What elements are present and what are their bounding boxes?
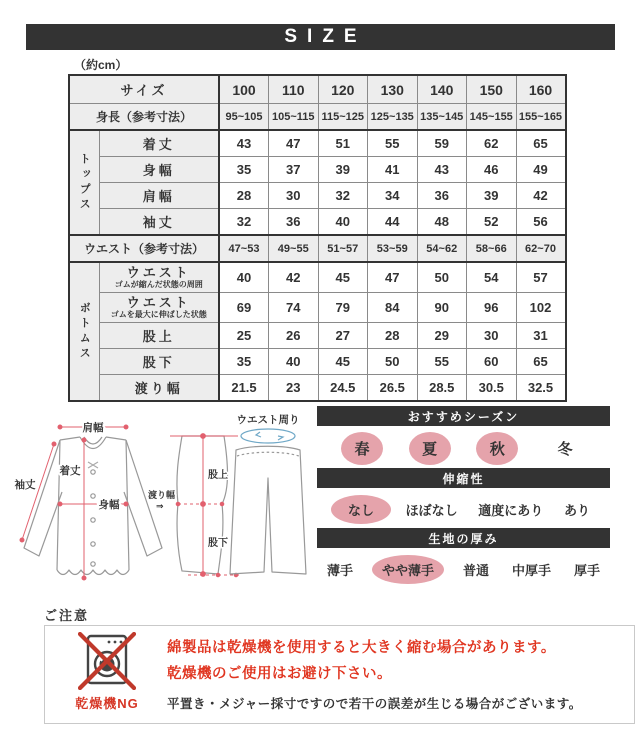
size-cell: 79 (318, 293, 368, 323)
size-cell: 26.5 (368, 375, 418, 402)
option-season: 冬 (557, 440, 573, 458)
notice-line-2: 乾燥機のご使用はお避け下さい。 (167, 666, 392, 682)
option-stretch-active: なし (331, 495, 391, 524)
table-row (69, 323, 566, 349)
row-label: 股上 (99, 323, 219, 349)
option-stretch: ほぼなし (405, 502, 458, 518)
row-label: 身幅 (99, 157, 219, 183)
notice-line-1: 綿製品は乾燥機を使用すると大きく縮む場合があります。 (167, 640, 556, 656)
arrow-right-icon: ⇒ (156, 501, 164, 511)
size-cell: 47 (368, 262, 418, 293)
panel-options-fabric (317, 554, 610, 584)
row-label: 着丈 (99, 130, 219, 157)
size-cell: 53~59 (368, 235, 418, 262)
row-label-main: ウエスト (126, 264, 191, 280)
size-cell: 39 (467, 183, 517, 209)
size-cell: 35 (219, 157, 269, 183)
size-cell: 54 (467, 262, 517, 293)
size-cell: 30 (269, 183, 319, 209)
size-cell: 55 (417, 349, 467, 375)
size-cell: 43 (417, 157, 467, 183)
size-cell: 32 (219, 209, 269, 236)
size-cell: 49~55 (269, 235, 319, 262)
size-cell: 65 (516, 130, 566, 157)
row-label: 袖丈 (99, 209, 219, 236)
size-cell: 24.5 (318, 375, 368, 402)
size-cell: 62 (467, 130, 517, 157)
table-row (69, 235, 566, 262)
pants-front-diagram (224, 412, 312, 584)
option-season-active: 秋 (476, 432, 518, 465)
notice-box (44, 625, 635, 724)
size-cell: 25 (219, 323, 269, 349)
size-cell: 105~115 (269, 104, 319, 131)
option-fabric: 中厚手 (511, 562, 551, 578)
size-cell: 42 (269, 262, 319, 293)
row-label (99, 262, 219, 293)
size-cell: 60 (467, 349, 517, 375)
panel-bar-season (317, 406, 610, 426)
table-row (69, 183, 566, 209)
table-row (69, 157, 566, 183)
label-inseam: 股下 (208, 538, 228, 549)
size-cell: 28 (368, 323, 418, 349)
size-cell: 145~155 (467, 104, 517, 131)
size-column-header: 140 (417, 75, 467, 104)
notice-line-3: 平置き・メジャー採寸ですので若干の誤差が生じる場合がございます。 (167, 697, 582, 711)
panel-title-stretch: 伸縮性 (442, 471, 485, 486)
table-row (69, 209, 566, 236)
size-cell: 28.5 (417, 375, 467, 402)
option-fabric: 普通 (462, 562, 489, 578)
size-cell: 46 (467, 157, 517, 183)
waist-rotation-icon (241, 429, 295, 443)
size-cell: 52 (467, 209, 517, 236)
size-cell: 44 (368, 209, 418, 236)
panel-options-season (317, 431, 610, 465)
size-cell: 48 (417, 209, 467, 236)
size-cell: 84 (368, 293, 418, 323)
size-cell: 27 (318, 323, 368, 349)
size-cell: 49 (516, 157, 566, 183)
size-cell: 34 (368, 183, 418, 209)
size-header-bar (26, 24, 615, 50)
pajama-top-diagram (12, 408, 164, 590)
size-cell: 36 (269, 209, 319, 236)
size-cell: 26 (269, 323, 319, 349)
size-cell: 30.5 (467, 375, 517, 402)
size-column-header: 120 (318, 75, 368, 104)
size-cell: 31 (516, 323, 566, 349)
size-cell: 28 (219, 183, 269, 209)
size-cell: 30 (467, 323, 517, 349)
size-cell: 50 (417, 262, 467, 293)
size-cell: 47~53 (219, 235, 269, 262)
size-cell: 96 (467, 293, 517, 323)
size-cell: 23 (269, 375, 319, 402)
size-cell: 45 (318, 349, 368, 375)
label-waist-around: ウエスト周り (236, 414, 300, 426)
dryer-ng-icon (78, 632, 136, 690)
size-cell: 51~57 (318, 235, 368, 262)
size-cell: 37 (269, 157, 319, 183)
page-title: SIZE (284, 26, 367, 47)
size-cell: 54~62 (417, 235, 467, 262)
size-cell: 65 (516, 349, 566, 375)
dryer-ng-block (65, 632, 149, 712)
size-cell: 125~135 (368, 104, 418, 131)
size-cell: 32.5 (516, 375, 566, 402)
row-label: 肩幅 (99, 183, 219, 209)
unit-note: （約cm） (74, 58, 128, 72)
size-column-header: 150 (467, 75, 517, 104)
size-cell: 62~70 (516, 235, 566, 262)
table-row (69, 104, 566, 131)
label-shoulder-width: 肩幅 (82, 422, 104, 434)
size-column-header: 100 (219, 75, 269, 104)
group-label: トップス (69, 130, 99, 235)
panel-bar-fabric (317, 528, 610, 548)
label-rise: 股上 (208, 470, 228, 481)
dryer-ng-label: 乾燥機NG (75, 696, 139, 711)
size-cell: 29 (417, 323, 467, 349)
panel-bar-stretch (317, 468, 610, 488)
size-cell: 59 (417, 130, 467, 157)
size-cell: 155~165 (516, 104, 566, 131)
panel-title-fabric: 生地の厚み (428, 531, 499, 546)
table-row (69, 375, 566, 402)
size-row-label: サイズ (69, 75, 219, 104)
label-thigh-width: 渡り幅 (148, 490, 176, 500)
label-body-width: 身幅 (98, 499, 120, 511)
size-cell: 50 (368, 349, 418, 375)
option-stretch: あり (563, 502, 590, 518)
label-sleeve-length: 袖丈 (14, 479, 36, 491)
size-cell: 58~66 (467, 235, 517, 262)
table-row (69, 130, 566, 157)
table-row (69, 293, 566, 323)
size-cell: 35 (219, 349, 269, 375)
size-cell: 41 (368, 157, 418, 183)
size-column-header: 110 (269, 75, 319, 104)
size-cell: 57 (516, 262, 566, 293)
size-cell: 95~105 (219, 104, 269, 131)
size-cell: 90 (417, 293, 467, 323)
size-table-body (69, 75, 566, 401)
size-cell: 102 (516, 293, 566, 323)
notice-heading: ご注意 (44, 608, 90, 623)
size-cell: 115~125 (318, 104, 368, 131)
size-column-header: 130 (368, 75, 418, 104)
row-label: 渡り幅 (99, 375, 219, 402)
size-cell: 42 (516, 183, 566, 209)
table-row (69, 349, 566, 375)
size-cell: 47 (269, 130, 319, 157)
size-cell: 56 (516, 209, 566, 236)
row-label-main: ウエスト (126, 294, 191, 310)
size-cell: 51 (318, 130, 368, 157)
row-label: 身長（参考寸法） (69, 104, 219, 131)
size-cell: 40 (219, 262, 269, 293)
size-cell: 135~145 (417, 104, 467, 131)
option-fabric: 薄手 (327, 562, 354, 578)
option-stretch: 適度にあり (478, 502, 544, 518)
label-body-length: 着丈 (59, 465, 81, 477)
row-label (99, 293, 219, 323)
row-label-sub: ゴムを最大に伸ばした状態 (110, 310, 207, 320)
size-cell: 36 (417, 183, 467, 209)
size-cell: 43 (219, 130, 269, 157)
size-cell: 32 (318, 183, 368, 209)
size-column-header: 160 (516, 75, 566, 104)
size-cell: 40 (318, 209, 368, 236)
size-cell: 40 (269, 349, 319, 375)
size-cell: 74 (269, 293, 319, 323)
panel-options-stretch (317, 494, 610, 524)
row-label-sub: ゴムが縮んだ状態の周囲 (114, 280, 203, 290)
option-fabric: 厚手 (573, 562, 600, 578)
group-label: ボトムス (69, 262, 99, 401)
size-cell: 39 (318, 157, 368, 183)
size-cell: 21.5 (219, 375, 269, 402)
size-cell: 55 (368, 130, 418, 157)
size-cell: 69 (219, 293, 269, 323)
row-label: 股下 (99, 349, 219, 375)
option-season-active: 夏 (409, 432, 451, 465)
option-fabric-active: やや薄手 (372, 555, 444, 584)
size-table (68, 74, 567, 402)
table-header-row (69, 75, 566, 104)
row-label: ウエスト（参考寸法） (69, 235, 219, 262)
panel-title-season: おすすめシーズン (407, 409, 520, 424)
option-season-active: 春 (341, 432, 383, 465)
size-cell: 45 (318, 262, 368, 293)
table-row (69, 262, 566, 293)
